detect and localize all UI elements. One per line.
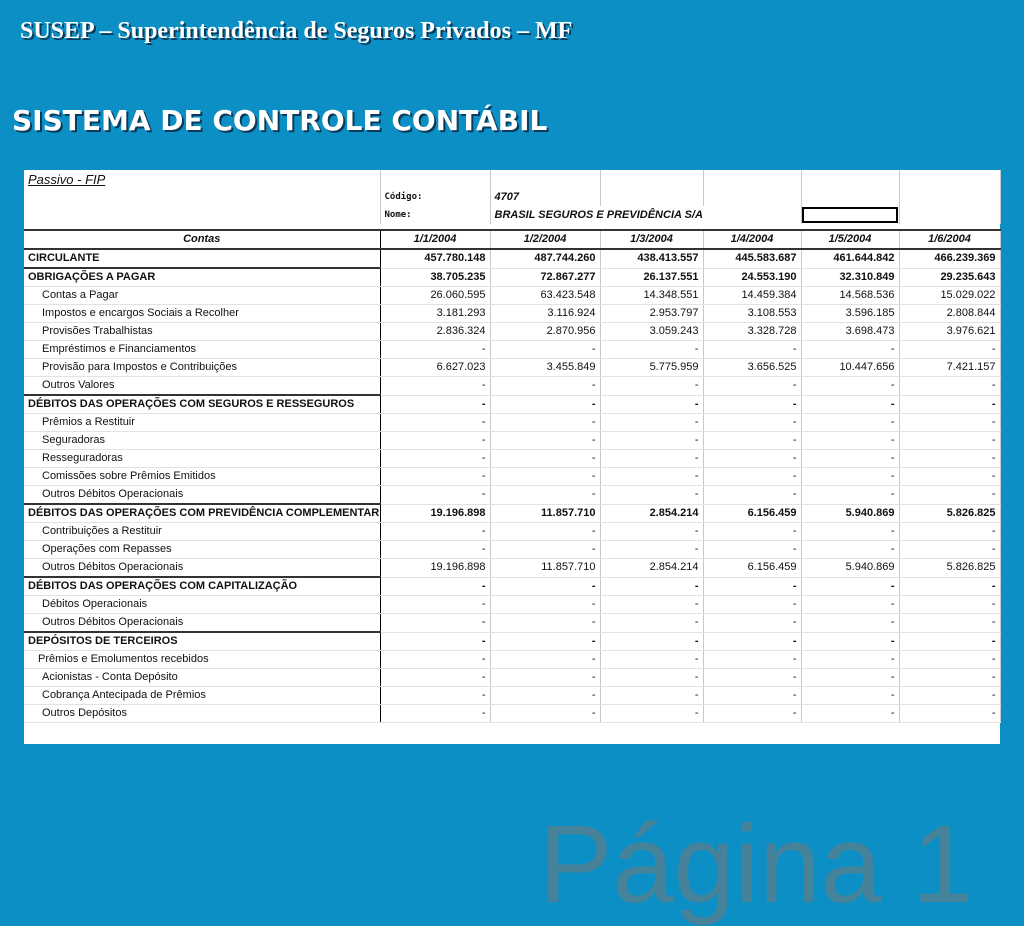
value-cell[interactable]: - xyxy=(703,450,801,468)
value-cell[interactable]: - xyxy=(490,632,600,651)
value-cell[interactable]: - xyxy=(490,705,600,723)
account-label[interactable]: Outros Depósitos xyxy=(24,705,380,723)
value-cell[interactable]: - xyxy=(600,395,703,414)
value-cell[interactable]: - xyxy=(801,432,899,450)
account-label[interactable]: Provisões Trabalhistas xyxy=(24,323,380,341)
spreadsheet xyxy=(24,170,1000,926)
value-cell[interactable]: - xyxy=(899,395,1000,414)
value-cell[interactable]: - xyxy=(600,377,703,396)
value-cell[interactable]: - xyxy=(899,541,1000,559)
value-cell[interactable]: - xyxy=(703,687,801,705)
column-header: 1/1/2004 xyxy=(380,230,490,249)
table-row xyxy=(24,414,1000,432)
account-label[interactable]: Débitos Operacionais xyxy=(24,596,380,614)
cell[interactable] xyxy=(899,188,1000,206)
value-cell[interactable]: - xyxy=(600,632,703,651)
value-cell[interactable]: 2.808.844 xyxy=(899,305,1000,323)
table-row xyxy=(24,305,1000,323)
value-cell[interactable]: - xyxy=(380,705,490,723)
value-cell[interactable]: 5.940.869 xyxy=(801,504,899,523)
table-row xyxy=(24,632,1000,651)
account-label[interactable]: Contas a Pagar xyxy=(24,287,380,305)
value-cell[interactable]: - xyxy=(899,432,1000,450)
table-row xyxy=(24,669,1000,687)
account-label[interactable]: Prêmios a Restituir xyxy=(24,414,380,432)
account-label[interactable]: DEPÓSITOS DE TERCEIROS xyxy=(24,632,380,651)
value-cell[interactable]: - xyxy=(703,523,801,541)
value-cell[interactable]: 3.976.621 xyxy=(899,323,1000,341)
value-cell[interactable]: - xyxy=(801,651,899,669)
cell[interactable] xyxy=(703,188,801,206)
value-cell[interactable]: - xyxy=(801,669,899,687)
table-row xyxy=(24,504,1000,523)
account-label[interactable]: DÉBITOS DAS OPERAÇÕES COM PREVIDÊNCIA COMPLEMENTAR xyxy=(24,504,380,523)
value-cell[interactable]: - xyxy=(600,450,703,468)
value-cell[interactable]: - xyxy=(801,596,899,614)
value-cell[interactable]: - xyxy=(801,632,899,651)
value-cell[interactable]: - xyxy=(801,414,899,432)
value-cell[interactable]: - xyxy=(703,432,801,450)
account-label[interactable]: Empréstimos e Financiamentos xyxy=(24,341,380,359)
code-label: Código: xyxy=(380,188,490,206)
sheet-title: Passivo - FIP xyxy=(24,170,380,188)
value-cell[interactable]: - xyxy=(490,377,600,396)
cell[interactable] xyxy=(600,188,703,206)
value-cell[interactable]: - xyxy=(380,450,490,468)
column-header: 1/6/2004 xyxy=(899,230,1000,249)
table-row xyxy=(24,287,1000,305)
value-cell[interactable]: 5.940.869 xyxy=(801,559,899,578)
value-cell[interactable]: - xyxy=(380,541,490,559)
value-cell[interactable]: - xyxy=(899,705,1000,723)
table-row xyxy=(24,705,1000,723)
account-label[interactable]: DÉBITOS DAS OPERAÇÕES COM CAPITALIZAÇÃO xyxy=(24,577,380,596)
value-cell[interactable]: - xyxy=(801,468,899,486)
table-row xyxy=(24,486,1000,505)
value-cell[interactable]: 6.156.459 xyxy=(703,504,801,523)
value-cell[interactable]: 3.116.924 xyxy=(490,305,600,323)
table-row xyxy=(24,341,1000,359)
account-label[interactable]: Cobrança Antecipada de Prêmios xyxy=(24,687,380,705)
value-cell[interactable]: 26.137.551 xyxy=(600,268,703,287)
table-row xyxy=(24,395,1000,414)
value-cell[interactable]: - xyxy=(380,632,490,651)
value-cell[interactable]: 24.553.190 xyxy=(703,268,801,287)
table-row xyxy=(24,359,1000,377)
value-cell[interactable]: - xyxy=(801,486,899,505)
value-cell[interactable]: - xyxy=(380,669,490,687)
value-cell[interactable]: - xyxy=(490,468,600,486)
value-cell[interactable]: 5.826.825 xyxy=(899,504,1000,523)
value-cell[interactable]: - xyxy=(490,414,600,432)
table-row xyxy=(24,559,1000,578)
value-cell[interactable]: - xyxy=(801,687,899,705)
value-cell[interactable]: - xyxy=(801,705,899,723)
value-cell[interactable]: - xyxy=(490,687,600,705)
value-cell[interactable]: 3.698.473 xyxy=(801,323,899,341)
value-cell[interactable]: - xyxy=(380,651,490,669)
value-cell[interactable]: - xyxy=(899,486,1000,505)
account-label[interactable]: Acionistas - Conta Depósito xyxy=(24,669,380,687)
value-cell[interactable]: 5.775.959 xyxy=(600,359,703,377)
value-cell[interactable]: - xyxy=(600,705,703,723)
value-cell[interactable]: - xyxy=(490,486,600,505)
account-label[interactable]: Impostos e encargos Sociais a Recolher xyxy=(24,305,380,323)
value-cell[interactable]: - xyxy=(899,341,1000,359)
value-cell[interactable]: - xyxy=(490,450,600,468)
account-label[interactable]: Outros Valores xyxy=(24,377,380,396)
value-cell[interactable]: 29.235.643 xyxy=(899,268,1000,287)
value-cell[interactable]: 32.310.849 xyxy=(801,268,899,287)
value-cell[interactable]: 3.108.553 xyxy=(703,305,801,323)
value-cell[interactable]: 461.644.842 xyxy=(801,249,899,268)
account-label[interactable]: Outros Débitos Operacionais xyxy=(24,486,380,505)
value-cell[interactable]: - xyxy=(703,468,801,486)
account-label[interactable]: Provisão para Impostos e Contribuições xyxy=(24,359,380,377)
account-label[interactable]: Contribuições a Restituir xyxy=(24,523,380,541)
value-cell[interactable]: 3.455.849 xyxy=(490,359,600,377)
value-cell[interactable]: - xyxy=(801,523,899,541)
cell[interactable] xyxy=(801,170,899,188)
value-cell[interactable]: - xyxy=(801,450,899,468)
table-row xyxy=(24,432,1000,450)
value-cell[interactable]: 3.059.243 xyxy=(600,323,703,341)
value-cell[interactable]: - xyxy=(600,432,703,450)
table-row xyxy=(24,468,1000,486)
value-cell[interactable]: - xyxy=(703,377,801,396)
value-cell[interactable]: - xyxy=(899,632,1000,651)
value-cell[interactable]: - xyxy=(600,414,703,432)
value-cell[interactable]: - xyxy=(703,669,801,687)
value-cell[interactable]: 2.854.214 xyxy=(600,559,703,578)
value-cell[interactable]: - xyxy=(600,577,703,596)
value-cell[interactable]: 2.953.797 xyxy=(600,305,703,323)
value-cell[interactable]: - xyxy=(801,395,899,414)
account-label[interactable]: Prêmios e Emolumentos recebidos xyxy=(24,651,380,669)
value-cell[interactable]: 438.413.557 xyxy=(600,249,703,268)
value-cell[interactable]: - xyxy=(380,614,490,633)
value-cell[interactable]: 11.857.710 xyxy=(490,504,600,523)
value-cell[interactable]: 2.836.324 xyxy=(380,323,490,341)
name-label: Nome: xyxy=(380,206,490,224)
value-cell[interactable]: - xyxy=(380,596,490,614)
value-cell[interactable]: - xyxy=(600,486,703,505)
table-row xyxy=(24,323,1000,341)
value-cell[interactable]: - xyxy=(490,341,600,359)
value-cell[interactable]: - xyxy=(703,651,801,669)
value-cell[interactable]: - xyxy=(490,541,600,559)
value-cell[interactable]: 14.568.536 xyxy=(801,287,899,305)
account-label[interactable]: DÉBITOS DAS OPERAÇÕES COM SEGUROS E RESSEGUROS xyxy=(24,395,380,414)
value-cell[interactable]: - xyxy=(600,669,703,687)
value-cell[interactable]: - xyxy=(899,669,1000,687)
value-cell[interactable]: - xyxy=(899,577,1000,596)
table-row xyxy=(24,614,1000,633)
value-cell[interactable]: - xyxy=(703,541,801,559)
value-cell[interactable]: - xyxy=(600,651,703,669)
value-cell[interactable]: 6.156.459 xyxy=(703,559,801,578)
value-cell[interactable]: - xyxy=(600,523,703,541)
value-cell[interactable]: - xyxy=(380,687,490,705)
value-cell[interactable]: 19.196.898 xyxy=(380,559,490,578)
value-cell[interactable]: - xyxy=(899,414,1000,432)
value-cell[interactable]: - xyxy=(801,541,899,559)
value-cell[interactable]: 487.744.260 xyxy=(490,249,600,268)
value-cell[interactable]: - xyxy=(380,432,490,450)
value-cell[interactable]: 26.060.595 xyxy=(380,287,490,305)
column-header: 1/5/2004 xyxy=(801,230,899,249)
value-cell[interactable]: 7.421.157 xyxy=(899,359,1000,377)
cell[interactable] xyxy=(380,170,490,188)
account-label[interactable]: Comissões sobre Prêmios Emitidos xyxy=(24,468,380,486)
value-cell[interactable]: 38.705.235 xyxy=(380,268,490,287)
value-cell[interactable]: - xyxy=(801,577,899,596)
value-cell[interactable]: - xyxy=(899,468,1000,486)
value-cell[interactable]: - xyxy=(600,687,703,705)
value-cell[interactable]: - xyxy=(600,468,703,486)
value-cell[interactable]: - xyxy=(380,486,490,505)
cell[interactable] xyxy=(24,206,380,224)
column-header: 1/3/2004 xyxy=(600,230,703,249)
value-cell[interactable]: - xyxy=(380,577,490,596)
value-cell[interactable]: - xyxy=(600,341,703,359)
value-cell[interactable]: - xyxy=(899,523,1000,541)
value-cell[interactable]: - xyxy=(801,614,899,633)
value-cell[interactable]: - xyxy=(703,705,801,723)
value-cell[interactable]: - xyxy=(490,651,600,669)
value-cell[interactable]: - xyxy=(490,596,600,614)
table-row xyxy=(24,249,1000,268)
value-cell[interactable]: - xyxy=(703,486,801,505)
value-cell[interactable]: - xyxy=(703,395,801,414)
value-cell[interactable]: - xyxy=(801,377,899,396)
table-row xyxy=(24,687,1000,705)
table-row xyxy=(24,541,1000,559)
account-label[interactable]: Operações com Repasses xyxy=(24,541,380,559)
value-cell[interactable]: 2.854.214 xyxy=(600,504,703,523)
table-row xyxy=(24,450,1000,468)
value-cell[interactable]: - xyxy=(490,614,600,633)
value-cell[interactable]: 2.870.956 xyxy=(490,323,600,341)
column-header: 1/4/2004 xyxy=(703,230,801,249)
account-label[interactable]: Seguradoras xyxy=(24,432,380,450)
slide-header-title: SUSEP – Superintendência de Seguros Privados – MF xyxy=(20,18,573,44)
cell[interactable] xyxy=(490,170,600,188)
value-cell[interactable]: - xyxy=(380,414,490,432)
name-value[interactable]: BRASIL SEGUROS E PREVIDÊNCIA S/A xyxy=(490,206,801,224)
table-row xyxy=(24,651,1000,669)
code-value[interactable]: 4707 xyxy=(490,188,600,206)
value-cell[interactable]: - xyxy=(490,669,600,687)
table-row xyxy=(24,377,1000,396)
value-cell[interactable]: - xyxy=(899,450,1000,468)
value-cell[interactable]: - xyxy=(600,614,703,633)
table-row xyxy=(24,268,1000,287)
cell[interactable] xyxy=(899,170,1000,188)
account-label[interactable]: Resseguradoras xyxy=(24,450,380,468)
selected-cell[interactable] xyxy=(801,206,899,224)
value-cell[interactable]: - xyxy=(380,395,490,414)
value-cell[interactable]: 466.239.369 xyxy=(899,249,1000,268)
value-cell[interactable]: - xyxy=(703,414,801,432)
value-cell[interactable]: - xyxy=(899,377,1000,396)
cell[interactable] xyxy=(801,188,899,206)
value-cell[interactable]: 3.181.293 xyxy=(380,305,490,323)
value-cell[interactable]: - xyxy=(899,614,1000,633)
value-cell[interactable]: - xyxy=(899,687,1000,705)
value-cell[interactable]: - xyxy=(490,395,600,414)
value-cell[interactable]: 10.447.656 xyxy=(801,359,899,377)
account-label[interactable]: OBRIGAÇÕES A PAGAR xyxy=(24,268,380,287)
value-cell[interactable]: 445.583.687 xyxy=(703,249,801,268)
value-cell[interactable]: 457.780.148 xyxy=(380,249,490,268)
value-cell[interactable]: - xyxy=(703,577,801,596)
column-header: Contas xyxy=(24,230,380,249)
value-cell[interactable]: - xyxy=(600,596,703,614)
value-cell[interactable]: 72.867.277 xyxy=(490,268,600,287)
page-watermark: Página 1 xyxy=(539,803,974,926)
value-cell[interactable]: - xyxy=(380,341,490,359)
value-cell[interactable]: 3.596.185 xyxy=(801,305,899,323)
value-cell[interactable]: - xyxy=(703,341,801,359)
value-cell[interactable]: - xyxy=(899,651,1000,669)
value-cell[interactable]: - xyxy=(380,468,490,486)
value-cell[interactable]: 14.348.551 xyxy=(600,287,703,305)
value-cell[interactable]: - xyxy=(703,614,801,633)
value-cell[interactable]: - xyxy=(490,577,600,596)
spreadsheet-table xyxy=(24,170,1001,723)
value-cell[interactable]: - xyxy=(600,541,703,559)
account-label[interactable]: Outros Débitos Operacionais xyxy=(24,614,380,633)
table-row xyxy=(24,523,1000,541)
cell[interactable] xyxy=(703,170,801,188)
value-cell[interactable]: - xyxy=(899,596,1000,614)
value-cell[interactable]: - xyxy=(380,377,490,396)
value-cell[interactable]: 19.196.898 xyxy=(380,504,490,523)
value-cell[interactable]: - xyxy=(703,632,801,651)
value-cell[interactable]: 5.826.825 xyxy=(899,559,1000,578)
cell[interactable] xyxy=(600,170,703,188)
value-cell[interactable]: - xyxy=(703,596,801,614)
table-row xyxy=(24,596,1000,614)
cell[interactable] xyxy=(899,206,1000,224)
account-label[interactable]: Outros Débitos Operacionais xyxy=(24,559,380,578)
value-cell[interactable]: - xyxy=(380,523,490,541)
slide-title: SISTEMA DE CONTROLE CONTÁBIL xyxy=(12,104,548,137)
value-cell[interactable]: 3.328.728 xyxy=(703,323,801,341)
value-cell[interactable]: 3.656.525 xyxy=(703,359,801,377)
value-cell[interactable]: 63.423.548 xyxy=(490,287,600,305)
account-label[interactable]: CIRCULANTE xyxy=(24,249,380,268)
value-cell[interactable]: 15.029.022 xyxy=(899,287,1000,305)
value-cell[interactable]: 6.627.023 xyxy=(380,359,490,377)
value-cell[interactable]: - xyxy=(490,432,600,450)
value-cell[interactable]: 11.857.710 xyxy=(490,559,600,578)
table-row xyxy=(24,577,1000,596)
value-cell[interactable]: - xyxy=(490,523,600,541)
cell[interactable] xyxy=(24,188,380,206)
value-cell[interactable]: 14.459.384 xyxy=(703,287,801,305)
value-cell[interactable]: - xyxy=(801,341,899,359)
column-header: 1/2/2004 xyxy=(490,230,600,249)
